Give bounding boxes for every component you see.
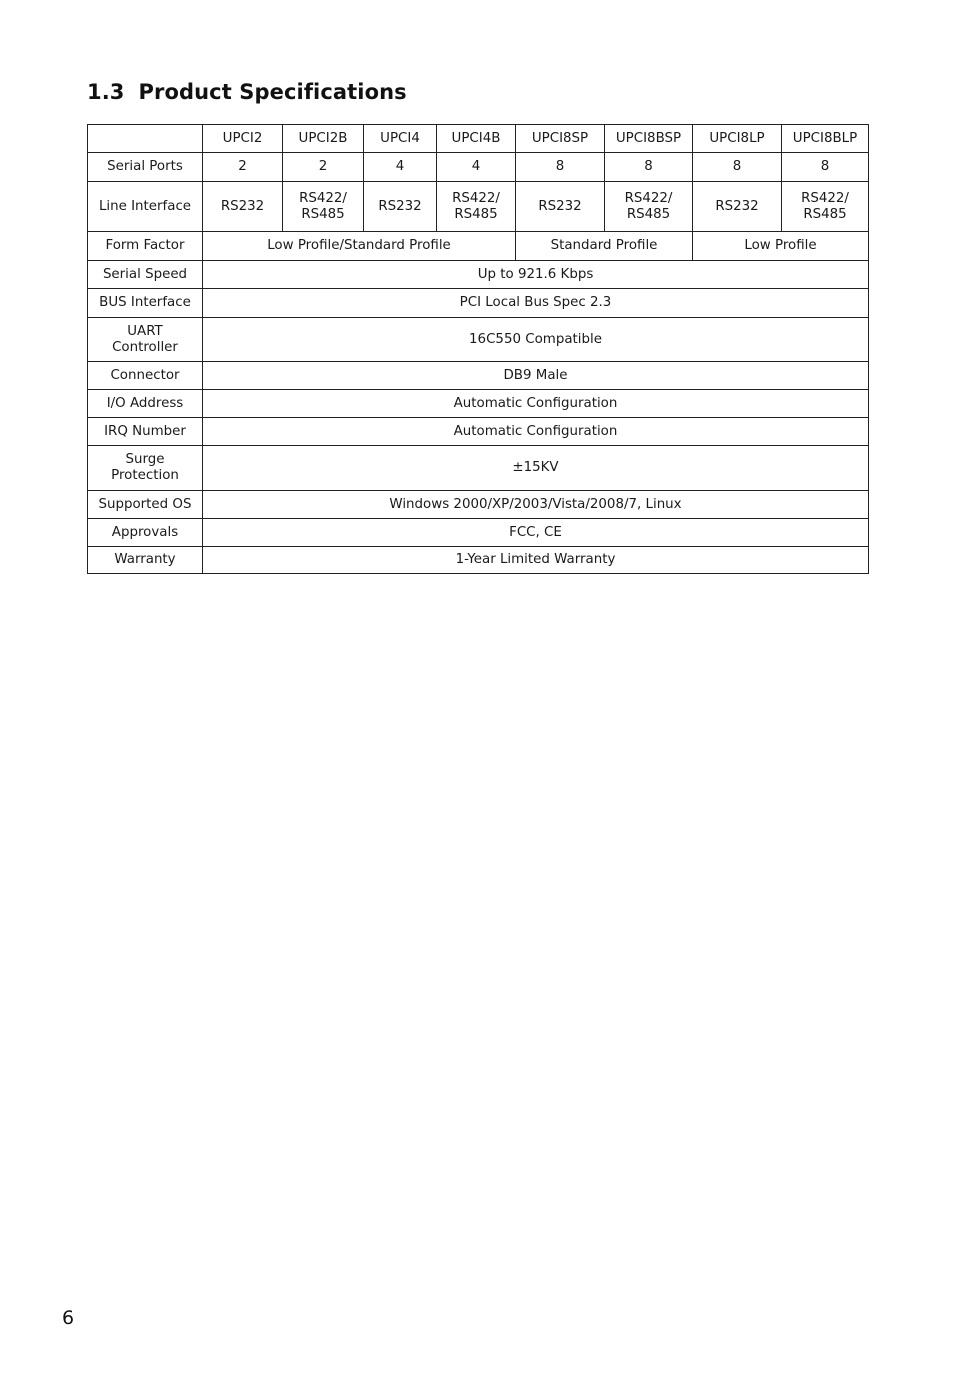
table-cell: RS232	[516, 182, 605, 232]
table-cell: Up to 921.6 Kbps	[203, 261, 869, 289]
table-cell: 8	[516, 153, 605, 182]
specifications-table	[87, 124, 869, 574]
table-row-line-interface	[88, 182, 869, 232]
table-row-connector	[88, 362, 869, 390]
table-cell: Standard Profile	[516, 232, 693, 261]
row-label: Serial Ports	[88, 153, 203, 182]
row-label: Warranty	[88, 547, 203, 574]
table-cell: 4	[364, 153, 437, 182]
model-header: UPCI2B	[283, 125, 364, 153]
table-row-approvals	[88, 519, 869, 547]
row-label: Serial Speed	[88, 261, 203, 289]
table-cell: RS232	[203, 182, 283, 232]
table-cell: RS422/ RS485	[437, 182, 516, 232]
table-cell: DB9 Male	[203, 362, 869, 390]
header-empty-cell	[88, 125, 203, 153]
table-cell: RS232	[364, 182, 437, 232]
row-label: Form Factor	[88, 232, 203, 261]
table-row-bus-interface	[88, 289, 869, 318]
row-label: Line Interface	[88, 182, 203, 232]
row-label: UART Controller	[88, 318, 203, 362]
table-cell: Automatic Configuration	[203, 418, 869, 446]
table-cell: 2	[283, 153, 364, 182]
table-cell: RS422/ RS485	[283, 182, 364, 232]
table-row-supported-os	[88, 491, 869, 519]
table-cell: 2	[203, 153, 283, 182]
section-title: Product Specifications	[138, 80, 407, 104]
row-label: IRQ Number	[88, 418, 203, 446]
table-row-surge-protection	[88, 446, 869, 491]
model-header: UPCI8LP	[693, 125, 782, 153]
row-label: Connector	[88, 362, 203, 390]
table-cell: RS422/ RS485	[605, 182, 693, 232]
table-row-irq-number	[88, 418, 869, 446]
row-label: Surge Protection	[88, 446, 203, 491]
model-header: UPCI4B	[437, 125, 516, 153]
table-cell: 8	[782, 153, 869, 182]
row-label: BUS Interface	[88, 289, 203, 318]
table-row-serial-speed	[88, 261, 869, 289]
table-cell: 8	[693, 153, 782, 182]
table-cell: Low Profile/Standard Profile	[203, 232, 516, 261]
row-label: Supported OS	[88, 491, 203, 519]
table-cell: Automatic Configuration	[203, 390, 869, 418]
table-cell: FCC, CE	[203, 519, 869, 547]
table-cell: Low Profile	[693, 232, 869, 261]
model-header: UPCI8BLP	[782, 125, 869, 153]
table-cell: RS422/ RS485	[782, 182, 869, 232]
table-cell: 1-Year Limited Warranty	[203, 547, 869, 574]
row-label: I/O Address	[88, 390, 203, 418]
table-cell: 16C550 Compatible	[203, 318, 869, 362]
table-row-form-factor	[88, 232, 869, 261]
table-cell: ±15KV	[203, 446, 869, 491]
table-cell: Windows 2000/XP/2003/Vista/2008/7, Linux	[203, 491, 869, 519]
table-cell: PCI Local Bus Spec 2.3	[203, 289, 869, 318]
section-number: 1.3	[87, 80, 125, 104]
table-cell: 8	[605, 153, 693, 182]
section-heading	[87, 80, 407, 104]
table-cell: RS232	[693, 182, 782, 232]
model-header: UPCI8BSP	[605, 125, 693, 153]
page-number: 6	[62, 1307, 75, 1329]
table-cell: 4	[437, 153, 516, 182]
row-label: Approvals	[88, 519, 203, 547]
table-row-warranty	[88, 547, 869, 574]
table-row-serial-ports	[88, 153, 869, 182]
model-header: UPCI4	[364, 125, 437, 153]
table-row-io-address	[88, 390, 869, 418]
table-header-row	[88, 125, 869, 153]
table-row-uart-controller	[88, 318, 869, 362]
model-header: UPCI8SP	[516, 125, 605, 153]
model-header: UPCI2	[203, 125, 283, 153]
